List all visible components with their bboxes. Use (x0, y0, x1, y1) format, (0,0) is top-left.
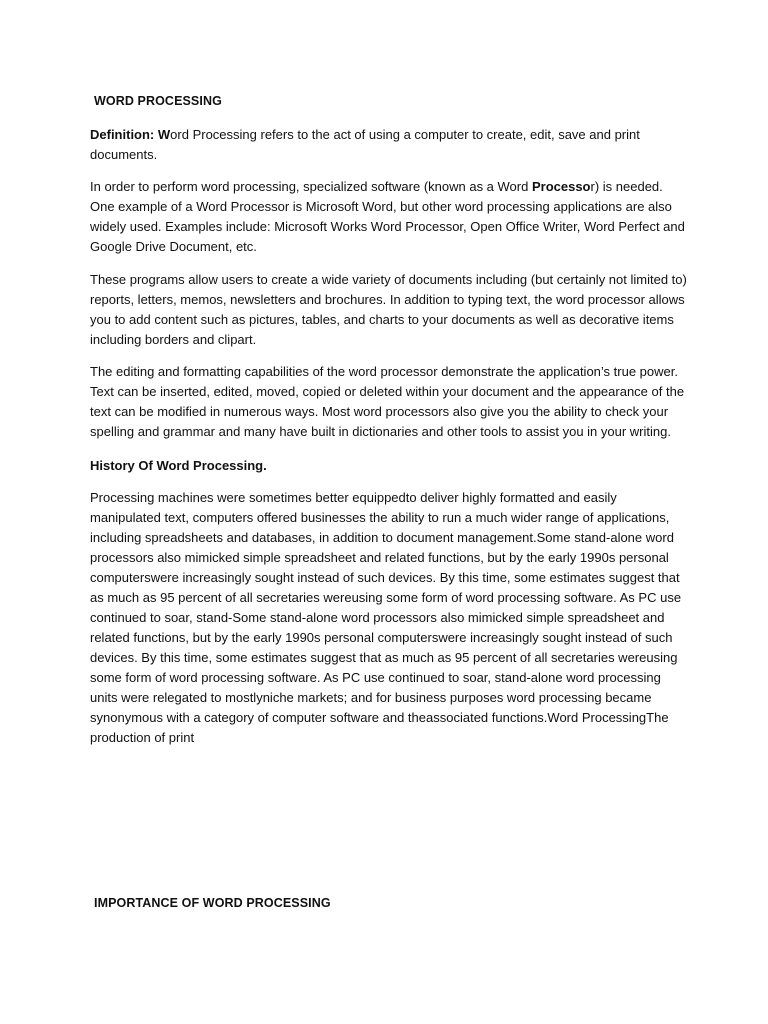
importance-heading: IMPORTANCE OF WORD PROCESSING (94, 896, 331, 910)
definition-lead-letter: W (157, 127, 171, 142)
software-paragraph (90, 177, 690, 257)
definition-label: Definition: (90, 127, 155, 142)
history-heading: History Of Word Processing. (90, 458, 267, 473)
definition-text: ord Processing refers to the act of using a computer to create, edit, save and print documents. (90, 127, 640, 162)
document-title: WORD PROCESSING (94, 94, 222, 108)
software-text-before: In order to perform word processing, specialized software (known as a Word (90, 179, 532, 194)
definition-paragraph (90, 125, 690, 165)
programs-paragraph: These programs allow users to create a wide variety of documents including (but certainly not limited to) reports, letters, memos, newsletters and brochures. In addition to typing text, the word processor allows you to add content such as pictures, tables, and charts to your documents as well as decorative items including borders and clipart. (90, 272, 687, 347)
software-bold-term: Processo (531, 179, 591, 194)
software-text-after: r) is needed. One example of a Word Processor is Microsoft Word, but other word processing applications are also widely used. Examples include: Microsoft Works Word Processor, Open Office Writer, Word Perfect and Google Drive Document, etc. (90, 179, 685, 254)
editing-paragraph: The editing and formatting capabilities of the word processor demonstrate the application’s true power. Text can be inserted, edited, moved, copied or deleted within your document and the appearance of the text can be modified in numerous ways. Most word processors also give you the ability to check your spelling and grammar and many have built in dictionaries and other tools to assist you in your writing. (90, 364, 685, 439)
history-paragraph: Processing machines were sometimes better equippedto deliver highly formatted and easily manipulated text, computers offered businesses the ability to run a much wider range of applications, including spreadsheets and databases, in addition to document management.Some stand-alone word processors also mimicked simple spreadsheet and related functions, but by the early 1990s personal computerswere increasingly sought instead of such devices. By this time, some estimates suggest that as much as 95 percent of all secretaries wereusing some form of word processing software. As PC use continued to soar, stand-Some stand-alone word processors also mimicked simple spreadsheet and related functions, but by the early 1990s personal computerswere increasingly sought instead of such devices. By this time, some estimates suggest that as much as 95 percent of all secretaries wereusing some form of word processing software. As PC use continued to soar, stand-alone word processing units were relegated to mostlyniche markets; and for business purposes word processing became synonymous with a category of computer software and theassociated functions.Word ProcessingThe production of print (90, 490, 682, 745)
